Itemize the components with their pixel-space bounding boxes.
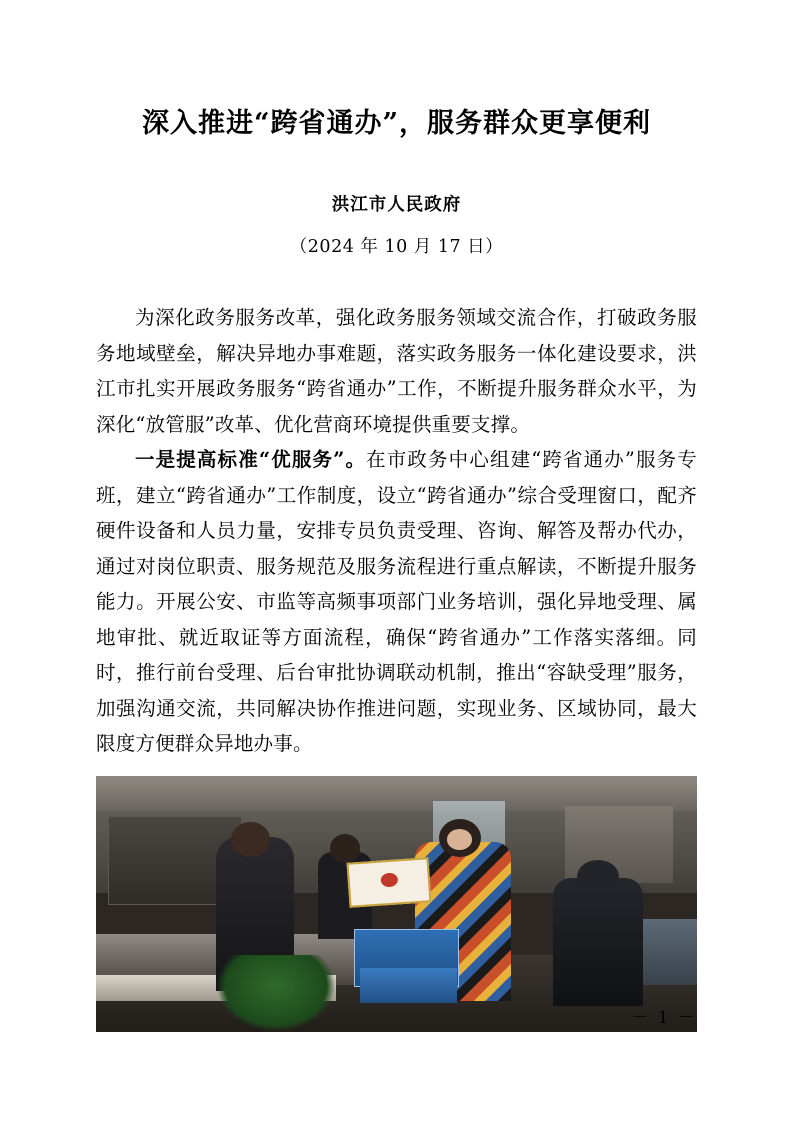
paragraph-lead: 一是提高标准“优服务”。	[135, 448, 367, 471]
photo-blue-box-stack	[360, 968, 456, 1004]
paragraph: 为深化政务服务改革，强化政务服务领域交流合作，打破政务服务地域壁垒，解决异地办事难题，落实政务服务一体化建设要求，洪江市扎实开展政务服务“跨省通办”工作，不断提升服务群众水平，为深化“放管服”改革、优化营商环境提供重要支撑。	[96, 306, 697, 436]
figure	[96, 776, 697, 1032]
page-title: 深入推进“跨省通办”，服务群众更享便利	[141, 108, 652, 139]
document-photo	[96, 776, 697, 1032]
photo-plant	[216, 955, 336, 1032]
document-body	[96, 300, 697, 762]
document-content	[96, 104, 697, 1032]
photo-visitor-person	[553, 878, 643, 1006]
photo-visitor-head	[577, 860, 619, 893]
page-number: － 1 －	[631, 1008, 697, 1028]
document-dateline: （2024 年 10 月 17 日）	[289, 237, 504, 257]
photo-certificate	[347, 857, 432, 908]
document-byline: 洪江市人民政府	[331, 195, 462, 215]
paragraph	[96, 442, 697, 762]
photo-person-seated-head	[330, 834, 360, 862]
paragraph-text: 在市政务中心组建“跨省通办”服务专班，建立“跨省通办”工作制度，设立“跨省通办”综合受理窗口，配齐硬件设备和人员力量，安排专员负责受理、咨询、解答及帮办代办，通过对岗位职责、服务规范及服务流程进行重点解读，不断提升服务能力。开展公安、市监等高频事项部门业务培训，强化异地受理、属地审批、就近取证等方面流程，确保“跨省通办”工作落实落细。同时，推行前台受理、后台审批协调联动机制，推出“容缺受理”服务，加强沟通交流，共同解决协作推进问题，实现业务、区域协同，最大限度方便群众异地办事。	[96, 448, 697, 755]
photo-citizen-face	[447, 829, 472, 849]
